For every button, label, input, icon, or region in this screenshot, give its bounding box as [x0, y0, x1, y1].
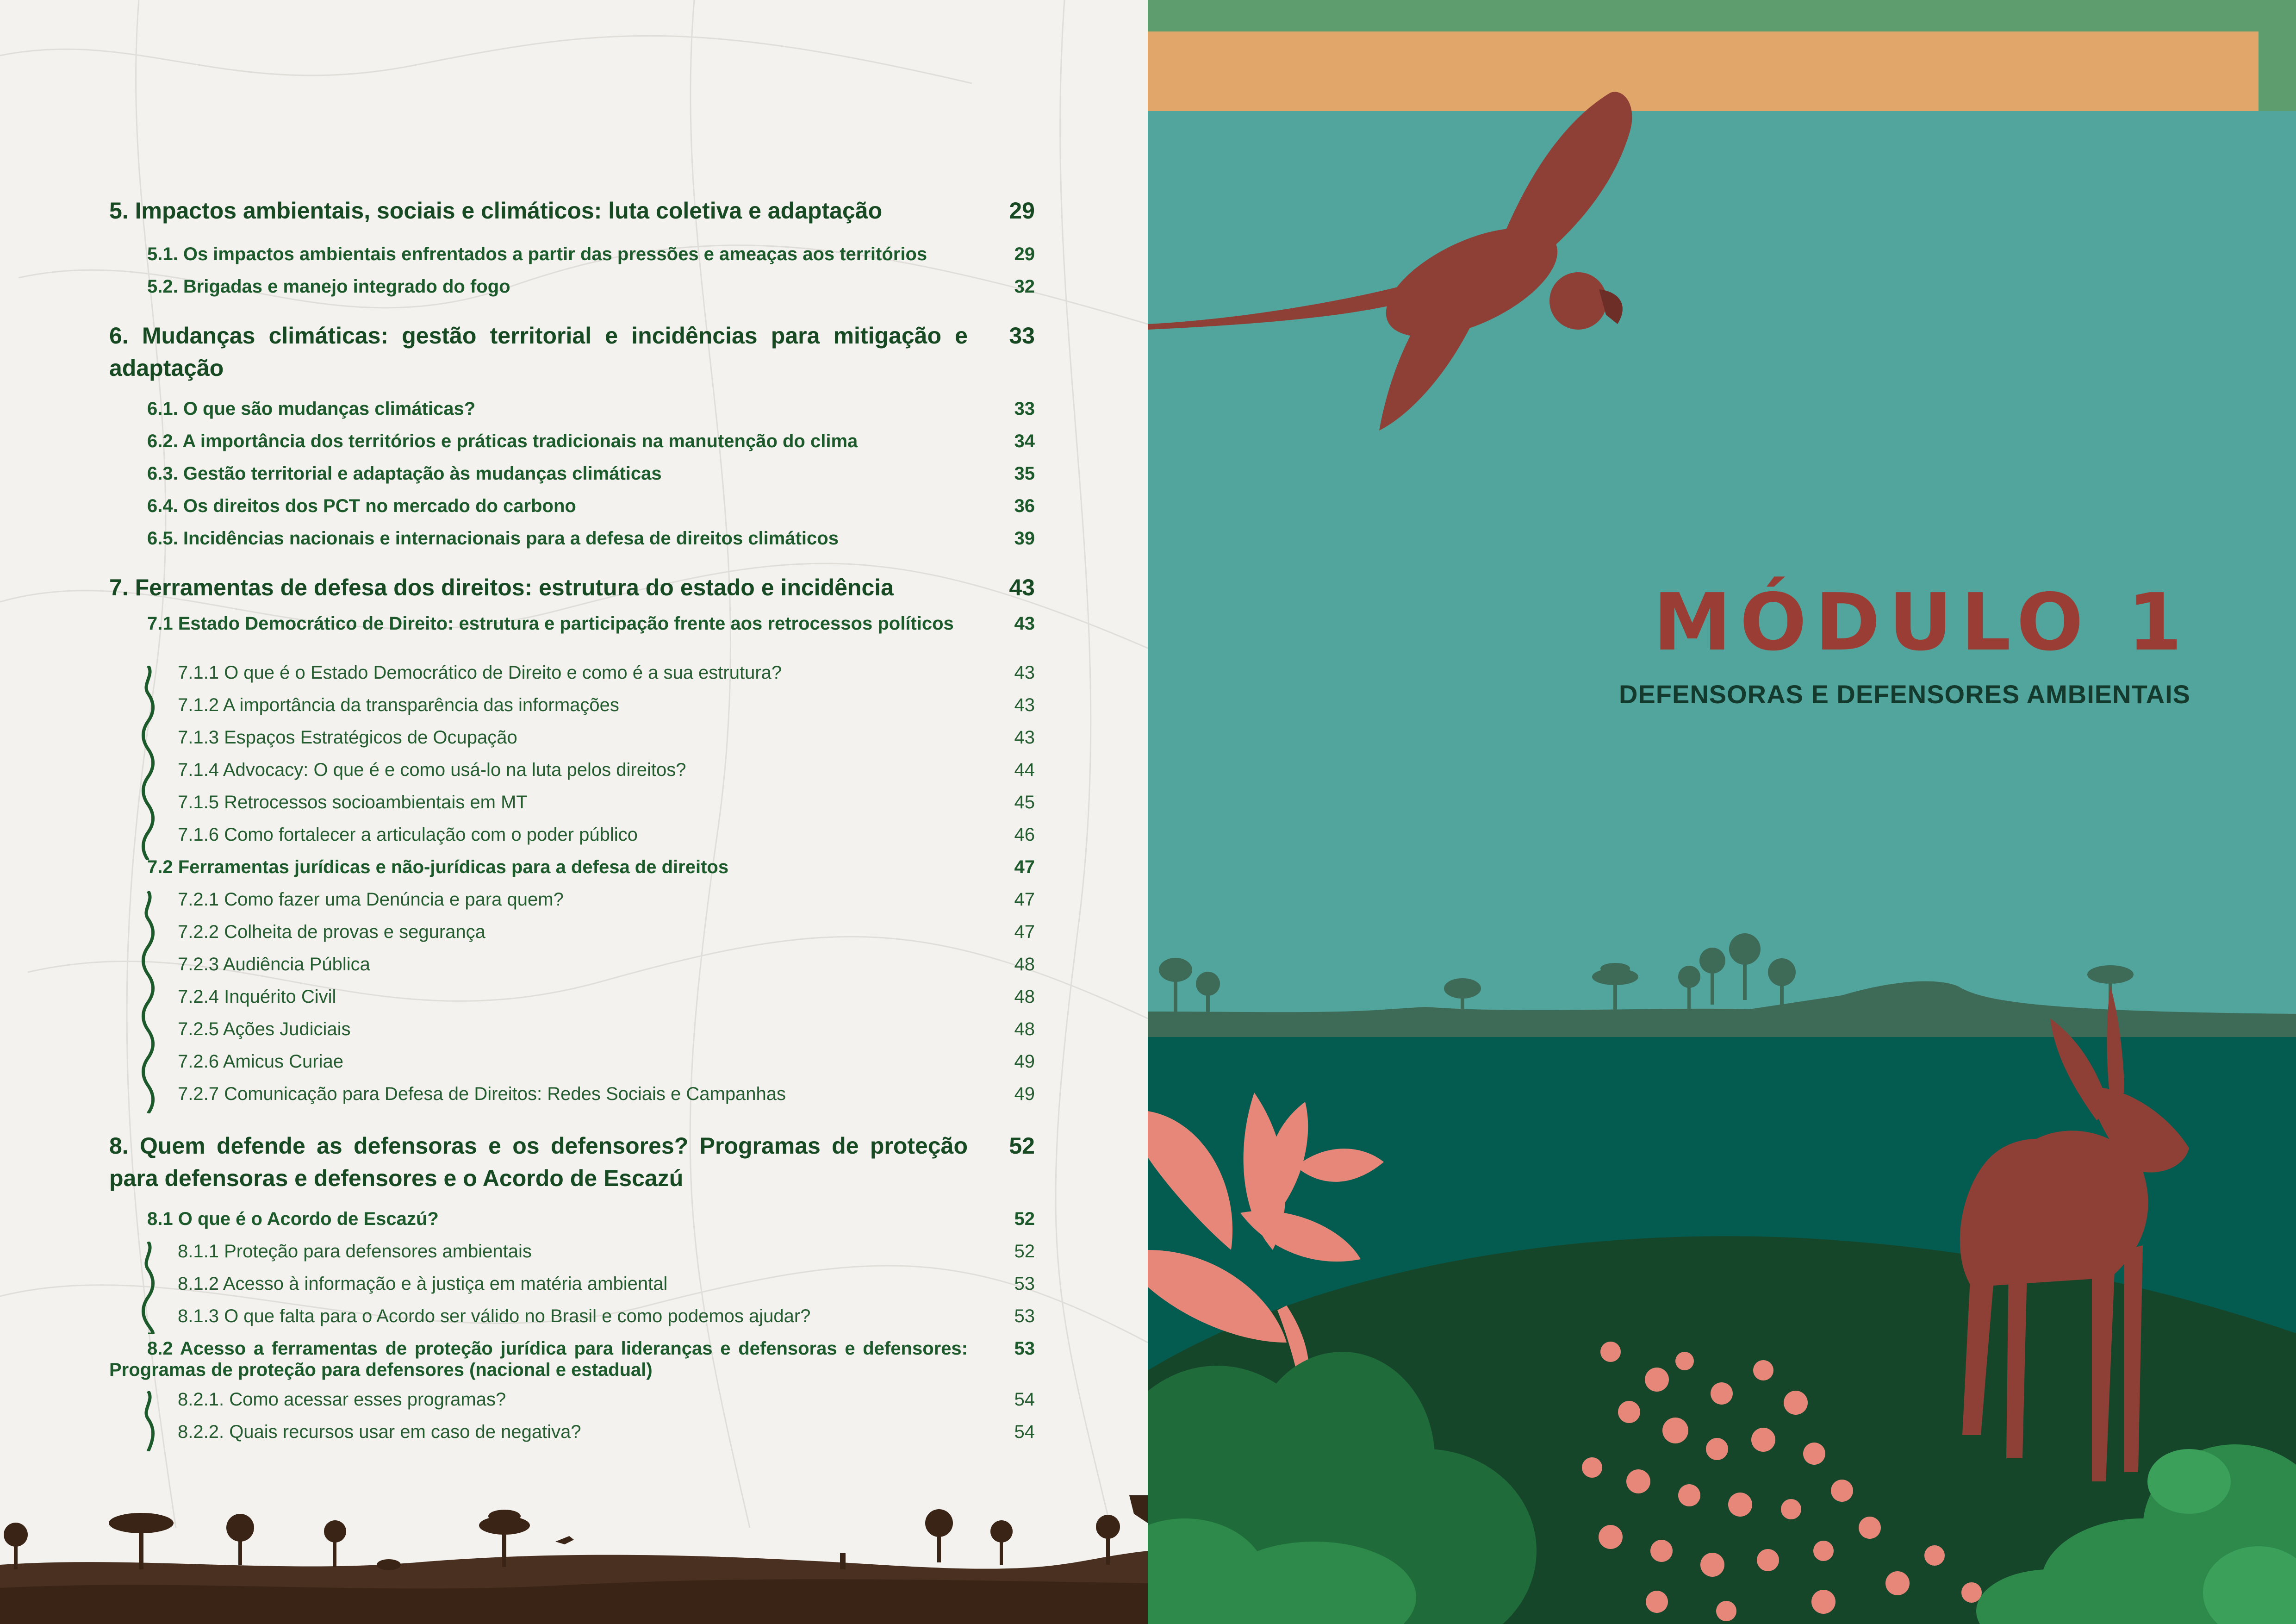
macaw-icon: [1148, 92, 1632, 431]
toc-entry-title: 7.2.5 Ações Judiciais: [178, 1019, 351, 1039]
toc-entry-page: 33: [1009, 323, 1035, 349]
toc-entry-page: 49: [1014, 1051, 1035, 1072]
top-green-band: [1148, 0, 2296, 31]
toc-entry-title: 5.1. Os impactos ambientais enfrentados a partir das pressões e ameaças aos territórios: [147, 244, 927, 264]
toc-entry-page: 32: [1014, 276, 1035, 297]
toc-entry-title: 7.1.2 A importância da transparência das informações: [178, 695, 619, 715]
squiggle-bracket-icon: [139, 891, 157, 1113]
squiggle-bracket-icon: [139, 1391, 157, 1451]
squiggle-bracket-icon: [139, 666, 157, 860]
toc-entry-page: 34: [1014, 431, 1035, 451]
toc-entry-title: 8.1.3 O que falta para o Acordo ser válido no Brasil e como podemos ajudar?: [178, 1306, 811, 1326]
toc-entry-page: 47: [1014, 889, 1035, 910]
toc-entry-title: 7.1.6 Como fortalecer a articulação com o poder público: [178, 824, 638, 845]
toc-entry-page: 35: [1014, 463, 1035, 484]
toc-entry-page: 53: [1014, 1306, 1035, 1326]
toc-entry-title: 5.2. Brigadas e manejo integrado do fogo: [147, 276, 510, 297]
toc-entry-page: 48: [1014, 954, 1035, 974]
toc-entry-page: 43: [1014, 695, 1035, 715]
toc-entry-title: 7.2 Ferramentas jurídicas e não-jurídicas para a defesa de direitos: [147, 857, 729, 877]
toc-entry-title: 7.1.5 Retrocessos socioambientais em MT: [178, 792, 528, 812]
toc-entry-page: 54: [1014, 1389, 1035, 1410]
toc-entry-title: 7.2.7 Comunicação para Defesa de Direitos: Redes Sociais e Campanhas: [178, 1084, 786, 1104]
toc-entry-title: 7.1.3 Espaços Estratégicos de Ocupação: [178, 727, 517, 748]
toc-entry-page: 54: [1014, 1422, 1035, 1442]
toc-entry-title: 6.3. Gestão territorial e adaptação às mudanças climáticas: [147, 463, 662, 484]
toc-entry-page: 53: [1014, 1338, 1035, 1359]
toc-entry-page: 52: [1009, 1133, 1035, 1159]
toc-entry-page: 43: [1009, 575, 1035, 600]
toc-entry-page: 44: [1014, 760, 1035, 780]
toc-entry-page: 48: [1014, 1019, 1035, 1039]
toc-entry-page: 47: [1014, 857, 1035, 877]
toc-entry-page: 39: [1014, 528, 1035, 549]
toc-entry-title: 8.2.2. Quais recursos usar em caso de negativa?: [178, 1422, 581, 1442]
toc-entry-title: 6.5. Incidências nacionais e internacionais para a defesa de direitos climáticos: [147, 528, 839, 549]
toc-entry-title: 8.2.1. Como acessar esses programas?: [178, 1389, 506, 1410]
module-subtitle: DEFENSORAS E DEFENSORES AMBIENTAIS: [1618, 680, 2190, 709]
toc-entry-page: 49: [1014, 1084, 1035, 1104]
toc-entry-page: 46: [1014, 824, 1035, 845]
toc-entry-page: 43: [1014, 727, 1035, 748]
toc-entry-title: 6.1. O que são mudanças climáticas?: [147, 399, 476, 419]
toc-entry-title: 7.1.4 Advocacy: O que é e como usá-lo na luta pelos direitos?: [178, 760, 686, 780]
toc-entry-page: 43: [1014, 662, 1035, 683]
toc-entry-title: 7. Ferramentas de defesa dos direitos: estrutura do estado e incidência: [109, 575, 894, 600]
toc-entry-page: 29: [1014, 244, 1035, 264]
toc-entry-title: 6.2. A importância dos territórios e práticas tradicionais na manutenção do clima: [147, 431, 858, 451]
toc-entry-title: 7.2.1 Como fazer uma Denúncia e para quem?: [178, 889, 564, 910]
savanna-landscape-silhouette: [0, 1495, 1148, 1624]
module-cover-page: [1148, 0, 2296, 1624]
toc-entry-title: 6.4. Os direitos dos PCT no mercado do carbono: [147, 496, 576, 516]
toc-entry-page: 52: [1014, 1209, 1035, 1229]
toc-entry-page: 33: [1014, 399, 1035, 419]
toc-entry-page: 29: [1009, 198, 1035, 224]
toc-entry-title: 7.2.4 Inquérito Civil: [178, 987, 336, 1007]
toc-entry-page: 43: [1014, 613, 1035, 634]
squiggle-bracket-icon: [139, 1242, 157, 1334]
toc-entry-page: 52: [1014, 1241, 1035, 1262]
toc-entry-title: 8.1.1 Proteção para defensores ambientais: [178, 1241, 532, 1262]
toc-entry-title: 8. Quem defende as defensoras e os defensores? Programas de proteção para defensoras e defensores e o Acordo de Escazú: [109, 1133, 968, 1191]
toc-entry-title: 8.2 Acesso a ferramentas de proteção jurídica para lideranças e defensoras e defensores: Programas de proteção para defensores (nacional e estadual): [109, 1338, 968, 1380]
toc-entry-title: 7.1.1 O que é o Estado Democrático de Direito e como é a sua estrutura?: [178, 662, 782, 683]
distant-island: [1148, 981, 2296, 1037]
toc-entry-page: 53: [1014, 1274, 1035, 1294]
toc-entry-title: 7.2.3 Audiência Pública: [178, 954, 370, 974]
toc-entry-page: 48: [1014, 987, 1035, 1007]
toc-entry-title: 7.1 Estado Democrático de Direito: estrutura e participação frente aos retrocessos políticos: [147, 613, 954, 634]
toc-entry-page: 36: [1014, 496, 1035, 516]
toc-entry-title: 7.2.6 Amicus Curiae: [178, 1051, 343, 1072]
module-illustration: [1148, 0, 2296, 1624]
toc-entry-page: 47: [1014, 922, 1035, 942]
top-orange-band: [1148, 31, 2259, 111]
toc-entry-title: 8.1.2 Acesso à informação e à justiça em matéria ambiental: [178, 1274, 668, 1294]
toc-entry-title: 5. Impactos ambientais, sociais e climáticos: luta coletiva e adaptação: [109, 198, 883, 224]
module-title: MÓDULO 1: [1653, 577, 2190, 668]
toc-entry-page: 45: [1014, 792, 1035, 812]
toc-entry-title: 6. Mudanças climáticas: gestão territorial e incidências para mitigação e adaptação: [109, 323, 968, 381]
toc-entry-title: 7.2.2 Colheita de provas e segurança: [178, 922, 485, 942]
toc-entry-title: 8.1 O que é o Acordo de Escazú?: [147, 1209, 439, 1229]
